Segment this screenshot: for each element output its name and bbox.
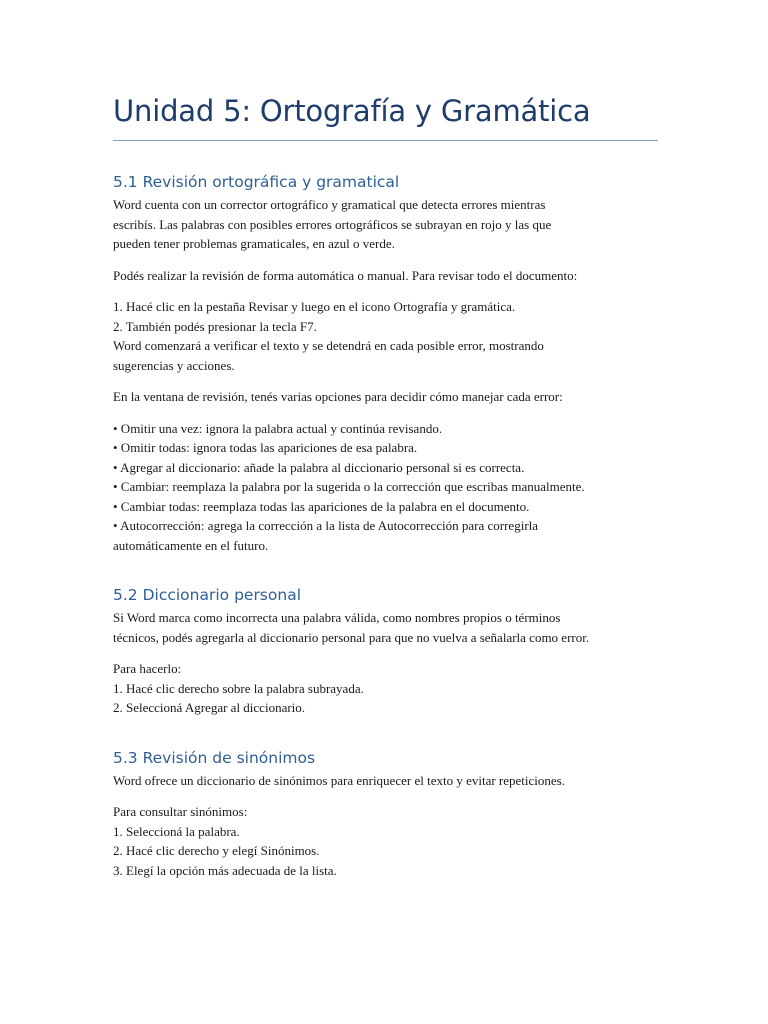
- section-heading-dictionary: 5.2 Diccionario personal: [113, 586, 301, 604]
- step-item: 3. Elegí la opción más adecuada de la lista.: [113, 862, 337, 878]
- step-item: 1. Hacé clic derecho sobre la palabra subrayada.: [113, 680, 364, 696]
- text-line: técnicos, podés agregarla al diccionario personal para que no vuelva a señalarla como error.: [113, 629, 590, 645]
- list-item: • Agregar al diccionario: añade la palabra al diccionario personal si es correcta.: [113, 459, 525, 475]
- section3-intro-paragraph: [113, 771, 658, 791]
- text-line: Para consultar sinónimos:: [113, 804, 248, 819]
- step-item: 2. Seleccioná Agregar al diccionario.: [113, 700, 306, 715]
- text-line: En la ventana de revisión, tenés varias opciones para decidir cómo manejar cada error:: [113, 389, 563, 404]
- list-item: • Omitir una vez: ignora la palabra actual y continúa revisando.: [113, 420, 443, 436]
- section1-steps-paragraph: [113, 297, 658, 375]
- text-line: Para hacerlo:: [113, 661, 182, 676]
- text-line: Word cuenta con un corrector ortográfico y gramatical que detecta errores mientras: [113, 197, 546, 212]
- document-title: Unidad 5: Ortografía y Gramática: [113, 90, 658, 141]
- text-line: pueden tener problemas gramaticales, en azul o verde.: [113, 236, 395, 251]
- section-heading-synonyms: 5.3 Revisión de sinónimos: [113, 748, 316, 767]
- list-item: • Cambiar: reemplaza la palabra por la sugerida o la corrección que escribas manualmente.: [113, 479, 585, 494]
- document-page: [113, 90, 658, 880]
- text-line: escribís. Las palabras con posibles errores ortográficos se subrayan en rojo y las que: [113, 216, 552, 232]
- section1-modes-paragraph: [113, 266, 658, 286]
- step-item: 2. Hacé clic derecho y elegí Sinónimos.: [113, 843, 320, 858]
- section1-options-intro: [113, 387, 658, 407]
- step-item: 1. Hacé clic en la pestaña Revisar y luego en el icono Ortografía y gramática.: [113, 299, 516, 314]
- list-item: • Autocorrección: agrega la corrección a la lista de Autocorrección para corregirla: [113, 518, 539, 533]
- text-line: Si Word marca como incorrecta una palabra válida, como nombres propios o términos: [113, 610, 561, 625]
- list-item: • Cambiar todas: reemplaza todas las apariciones de la palabra en el documento.: [113, 498, 530, 514]
- text-line: Podés realizar la revisión de forma automática o manual. Para revisar todo el documento:: [113, 267, 578, 283]
- section1-options-list: [113, 419, 658, 556]
- list-item-continuation: automáticamente en el futuro.: [113, 537, 269, 553]
- section2-steps-paragraph: [113, 659, 658, 718]
- section2-intro-paragraph: [113, 608, 658, 647]
- section3-steps-paragraph: [113, 802, 658, 880]
- text-line: Word ofrece un diccionario de sinónimos para enriquecer el texto y evitar repeticiones.: [113, 772, 565, 788]
- section1-intro-paragraph: [113, 195, 658, 254]
- step-item: 1. Seleccioná la palabra.: [113, 823, 240, 839]
- step-item: 2. También podés presionar la tecla F7.: [113, 318, 317, 334]
- list-item: • Omitir todas: ignora todas las apariciones de esa palabra.: [113, 440, 418, 455]
- section-heading-revision: 5.1 Revisión ortográfica y gramatical: [113, 173, 400, 191]
- text-line: sugerencias y acciones.: [113, 357, 235, 373]
- text-line: Word comenzará a verificar el texto y se detendrá en cada posible error, mostrando: [113, 338, 544, 353]
